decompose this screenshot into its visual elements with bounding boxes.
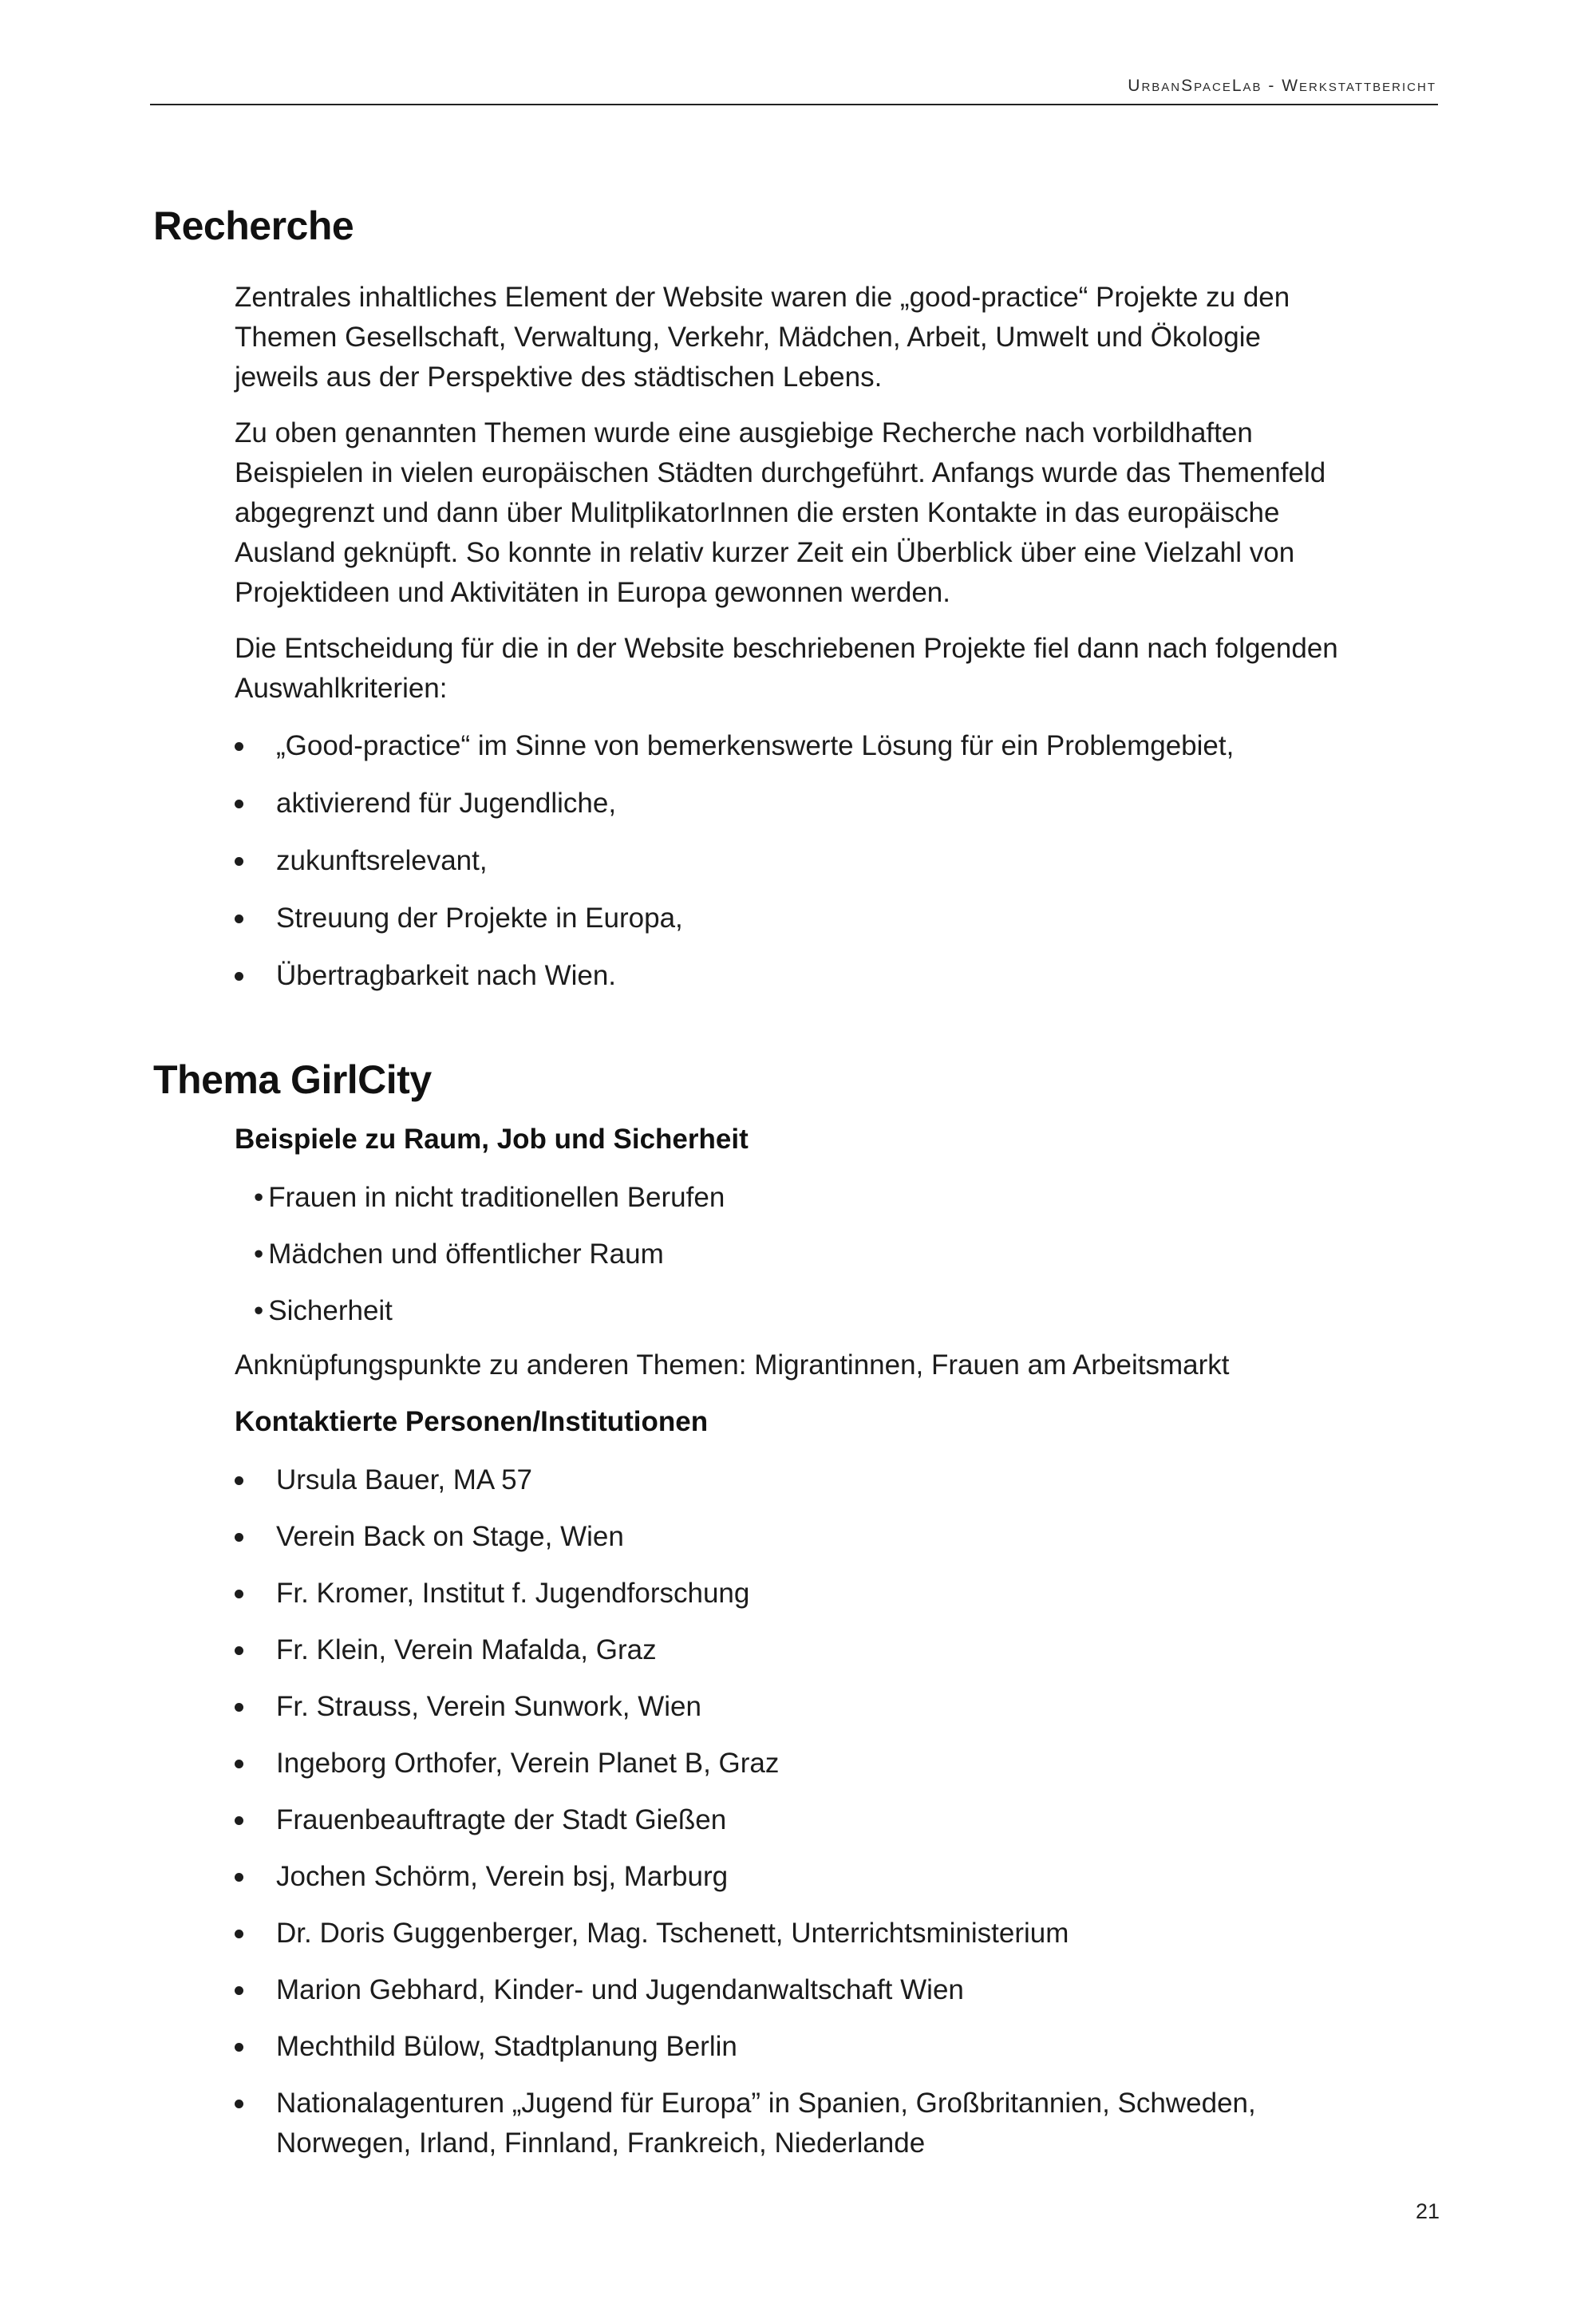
contacts-list: [235, 1460, 1368, 2163]
list-item: Verein Back on Stage, Wien: [235, 1517, 1368, 1574]
list-item: zukunftsrelevant,: [235, 841, 1368, 899]
links-to-other-topics: Anknüpfungspunkte zu anderen Themen: Migrantinnen, Frauen am Arbeitsmarkt: [235, 1349, 1230, 1381]
bullet-icon: [235, 742, 243, 751]
list-item: Marion Gebhard, Kinder- und Jugendanwaltschaft Wien: [235, 1970, 1368, 2027]
section-heading-recherche: Recherche: [153, 203, 354, 248]
page-number: 21: [1415, 2199, 1440, 2223]
examples-heading: Beispiele zu Raum, Job und Sicherheit: [235, 1124, 749, 1155]
bullet-icon: [235, 857, 243, 866]
bullet-icon: [235, 1986, 243, 1995]
bullet-icon: [235, 1476, 243, 1485]
list-item: Jochen Schörm, Verein bsj, Marburg: [235, 1857, 1368, 1914]
contacts-heading: Kontaktierte Personen/Institutionen: [235, 1406, 709, 1437]
list-item: Fr. Klein, Verein Mafalda, Graz: [235, 1630, 1368, 1687]
list-item: Nationalagenturen „Jugend für Europa” in Spanien, Großbritannien, Schweden, Norwegen, Irland, Finnland, Frankreich, Niederlande: [235, 2084, 1353, 2163]
section-heading-girlcity: Thema GirlCity: [153, 1057, 432, 1102]
bullet-icon: [235, 915, 243, 923]
bullet-icon: •: [254, 1182, 264, 1213]
list-item: Dr. Doris Guggenberger, Mag. Tschenett, Unterrichtsministerium: [235, 1914, 1368, 1970]
list-item: „Good-practice“ im Sinne von bemerkenswerte Lösung für ein Problemgebiet,: [235, 726, 1368, 784]
paragraph-intro: Zentrales inhaltliches Element der Website waren die „good-practice“ Projekte zu den Themen Gesellschaft, Verwaltung, Verkehr, Mädchen, Arbeit, Umwelt und Ökologie jeweils aus der Perspektive des städtischen Lebens.: [235, 282, 1290, 393]
paragraph-research: Zu oben genannten Themen wurde eine ausgiebige Recherche nach vorbildhaften Beispielen in vielen europäischen Städten durchgeführt. Anfangs wurde das Themenfeld abgegrenzt und dann über MulitplikatorInnen die ersten Kontakte in das europäische Ausland geknüpft. So konnte in relativ kurzer Zeit ein Überblick über eine Vielzahl von Projektideen und Aktivitäten in Europa gewonnen werden.: [235, 417, 1326, 608]
bullet-icon: [235, 1533, 243, 1542]
bullet-icon: [235, 1703, 243, 1712]
list-item: Streuung der Projekte in Europa,: [235, 899, 1368, 956]
list-item: Fr. Kromer, Institut f. Jugendforschung: [235, 1574, 1368, 1630]
list-item: • Frauen in nicht traditionellen Berufen: [254, 1182, 725, 1213]
bullet-icon: [235, 1646, 243, 1655]
running-header: UrbanSpaceLab - Werkstattbericht: [1128, 77, 1436, 95]
list-item: Frauenbeauftragte der Stadt Gießen: [235, 1800, 1368, 1857]
paragraph-criteria-intro: Die Entscheidung für die in der Website beschriebenen Projekte fiel dann nach folgenden Auswahlkriterien:: [235, 633, 1338, 704]
bullet-icon: [235, 1873, 243, 1882]
list-item: Fr. Strauss, Verein Sunwork, Wien: [235, 1687, 1368, 1744]
examples-list: [254, 1178, 725, 1348]
bullet-icon: [235, 972, 243, 981]
bullet-icon: •: [254, 1295, 264, 1326]
list-item: Übertragbarkeit nach Wien.: [235, 956, 1368, 1013]
list-item: Ursula Bauer, MA 57: [235, 1460, 1368, 1517]
bullet-icon: [235, 1590, 243, 1598]
bullet-icon: [235, 1930, 243, 1938]
criteria-list: [235, 726, 1368, 1013]
bullet-icon: [235, 800, 243, 808]
list-item: • Sicherheit: [254, 1295, 393, 1326]
bullet-icon: [235, 1816, 243, 1825]
list-item: Ingeborg Orthofer, Verein Planet B, Graz: [235, 1744, 1368, 1800]
header-rule: [150, 104, 1438, 105]
bullet-icon: [235, 2043, 243, 2052]
bullet-icon: •: [254, 1239, 264, 1270]
bullet-icon: [235, 1760, 243, 1768]
list-item: Mechthild Bülow, Stadtplanung Berlin: [235, 2027, 1368, 2084]
list-item: aktivierend für Jugendliche,: [235, 784, 1368, 841]
list-item: • Mädchen und öffentlicher Raum: [254, 1239, 664, 1270]
bullet-icon: [235, 2100, 243, 2108]
